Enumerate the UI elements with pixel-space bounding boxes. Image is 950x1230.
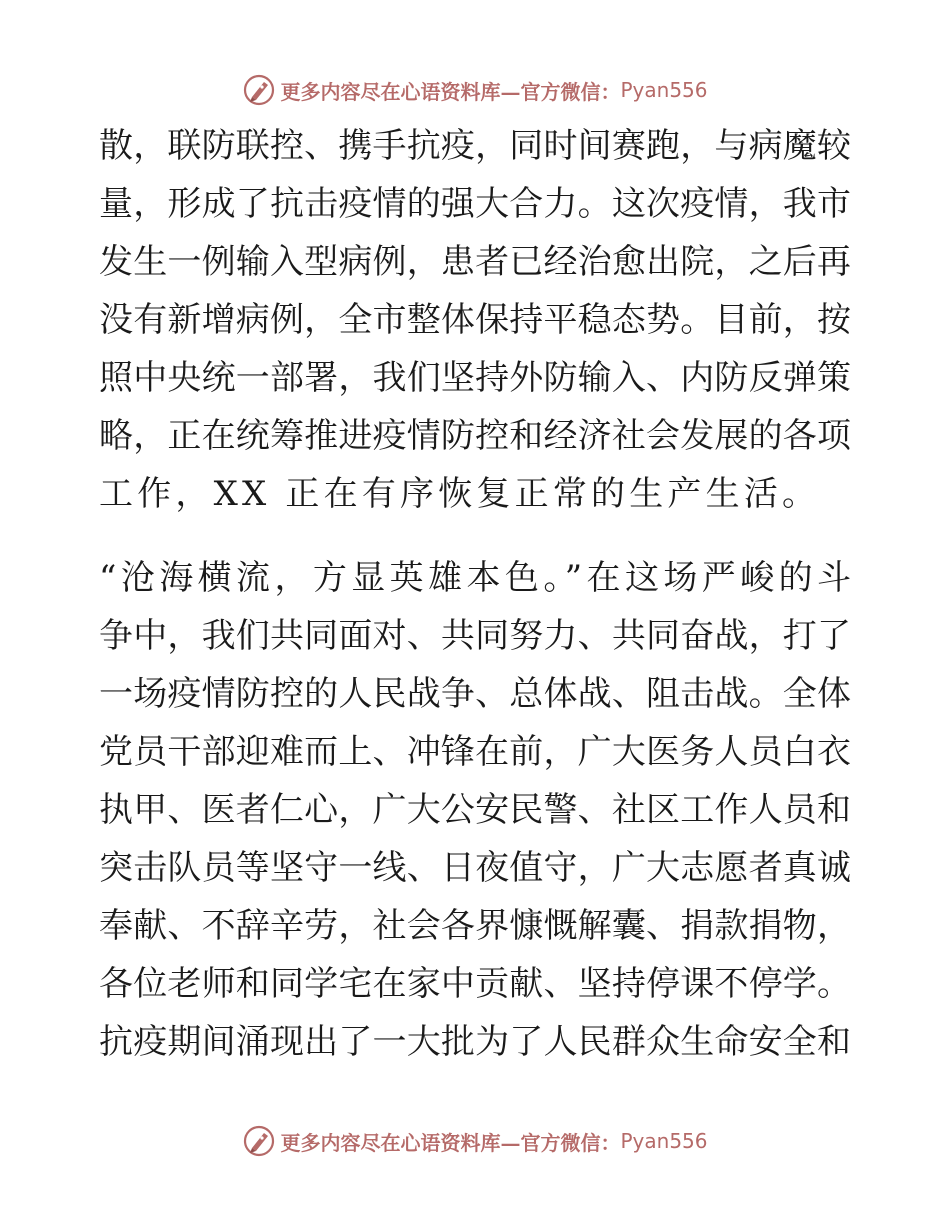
text-line: 略，正在统筹推进疫情防控和经济社会发展的各项 [99,416,851,456]
header-banner [0,70,950,110]
header-wechat-id: Pyan556 [620,78,708,102]
pen-nib-logo-icon [242,73,276,107]
text-line: “沧海横流，方显英雄本色。”在这场严峻的斗 [99,558,851,598]
text-line: 没有新增病例，全市整体保持平稳态势。目前，按 [99,300,851,340]
text-line: 发生一例输入型病例，患者已经治愈出院，之后再 [99,242,851,282]
footer-wechat-id: Pyan556 [620,1129,708,1153]
text-line: 党员干部迎难而上、冲锋在前，广大医务人员白衣 [99,732,851,772]
text-line: 量，形成了抗击疫情的强大合力。这次疫情，我市 [99,184,851,224]
text-line: 散，联防联控、携手抗疫，同时间赛跑，与病魔较 [99,126,851,166]
text-line: 突击队员等坚守一线、日夜值守，广大志愿者真诚 [99,848,851,888]
text-line: 一场疫情防控的人民战争、总体战、阻击战。全体 [99,674,851,714]
footer-banner-text: 更多内容尽在心语资料库—官方微信： [280,1130,621,1155]
text-line: 工作，XX 正在有序恢复正常的生产生活。 [99,474,821,514]
paragraph-1 [99,117,851,523]
paragraph-2 [99,549,851,1071]
document-body [99,117,851,1071]
text-line: 抗疫期间涌现出了一大批为了人民群众生命安全和 [99,1022,851,1062]
text-line: 照中央统一部署，我们坚持外防输入、内防反弹策 [99,358,851,398]
text-line: 执甲、医者仁心，广大公安民警、社区工作人员和 [99,790,851,830]
header-banner-text: 更多内容尽在心语资料库—官方微信： [280,79,621,104]
pen-nib-logo-icon [242,1124,276,1158]
text-line: 奉献、不辞辛劳，社会各界慷慨解囊、捐款捐物， [99,906,851,946]
text-line: 争中，我们共同面对、共同努力、共同奋战，打了 [99,616,851,656]
text-line: 各位老师和同学宅在家中贡献、坚持停课不停学。 [99,964,851,1004]
footer-banner [0,1121,950,1161]
